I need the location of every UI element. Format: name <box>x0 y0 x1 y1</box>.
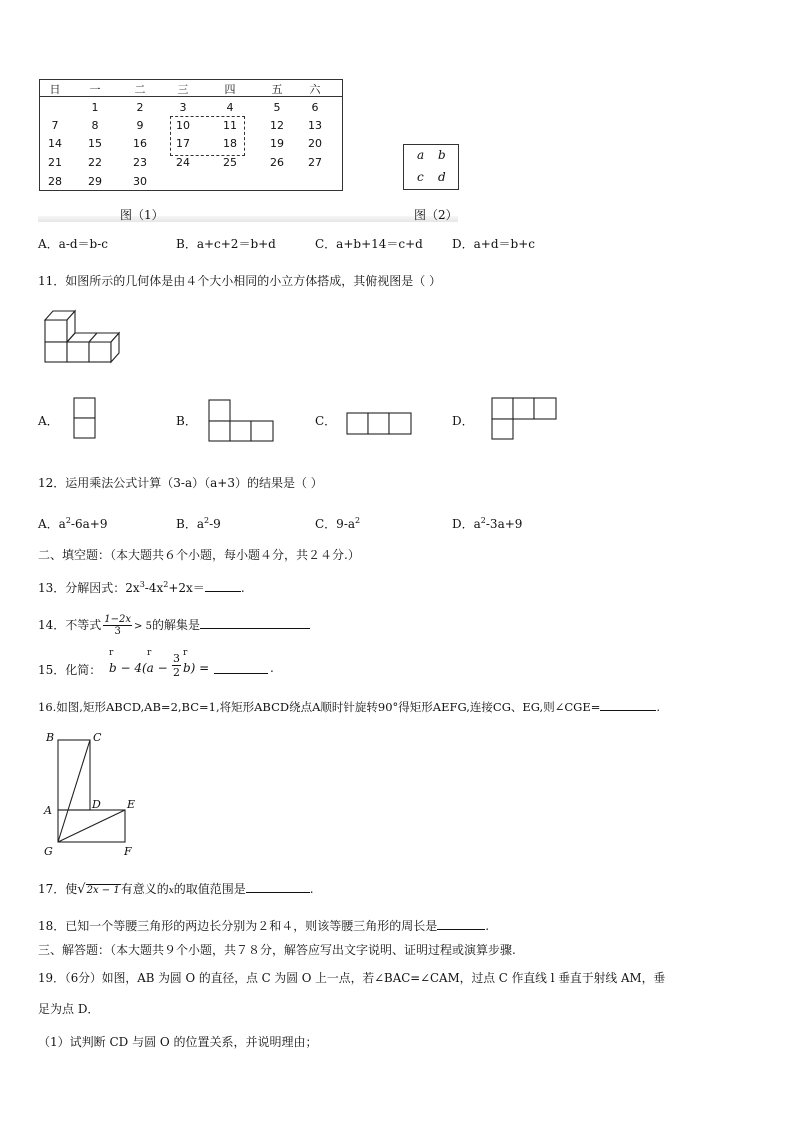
fig16-label-g: G <box>44 845 53 858</box>
q16-rectangle-figure <box>40 728 148 860</box>
calendar-day: 14 <box>48 137 62 150</box>
q11-option-a-label: A． <box>38 414 59 428</box>
q11-option-a-figure <box>73 397 97 441</box>
q11-option-c-figure <box>346 412 414 436</box>
q17-radicand: 2x − 1 <box>86 885 120 896</box>
calendar-day: 1 <box>91 101 99 114</box>
q11-option-c-label: C． <box>315 414 337 428</box>
section-2-heading: 二、填空题：（本大题共６个小题，每小题４分，共２４分.） <box>38 548 360 562</box>
q17-answer-blank[interactable] <box>246 880 310 893</box>
q11-cube-solid <box>42 306 126 364</box>
q11-question: 11．如图所示的几何体是由４个大小相同的小立方体搭成，其俯视图是（ ） <box>38 274 442 288</box>
calendar-day: 13 <box>308 119 322 132</box>
q15-period: . <box>270 661 274 675</box>
calendar-day: 24 <box>176 156 190 169</box>
calendar-dashed-selection <box>170 116 245 156</box>
calendar-day: 12 <box>270 119 284 132</box>
calendar-day: 11 <box>223 119 237 132</box>
calendar-day: 21 <box>48 156 62 169</box>
q16-answer-blank[interactable] <box>600 698 656 711</box>
q10-option-b: B．a+c+2＝b+d <box>176 237 276 251</box>
calendar-day: 16 <box>133 137 147 150</box>
calendar-day: 18 <box>223 137 237 150</box>
calendar-day: 28 <box>48 175 62 188</box>
calendar-weekday: 一 <box>89 83 101 96</box>
q15-vector-mark-a: r <box>147 648 152 658</box>
fig16-label-f: F <box>124 845 132 858</box>
figure-1-caption: 图（1） <box>120 208 164 222</box>
calendar-day: 3 <box>179 101 187 114</box>
q13-answer-blank[interactable] <box>205 579 241 592</box>
q19-line-2: 足为点 D． <box>38 1002 100 1016</box>
fig16-label-a: A <box>44 804 52 817</box>
calendar-day: 15 <box>88 137 102 150</box>
calendar-day: 10 <box>176 119 190 132</box>
calendar-weekday: 四 <box>224 83 236 96</box>
fig16-label-b: B <box>46 731 55 744</box>
letter-b: b <box>438 148 446 162</box>
q15-vector-mark-b: r <box>109 648 114 658</box>
q14-question: 14．不等式 $\frac{1-2x}{3}$ > 5的解集是 <box>38 614 310 637</box>
letter-a: a <box>417 148 425 162</box>
q12-question: 12．运用乘法公式计算（3-a）（a+3）的结果是（ ） <box>38 476 323 490</box>
calendar-day: 7 <box>51 119 59 132</box>
q19-line-1: 19．（6分）如图，AB 为圆 O 的直径，点 C 为圆 O 上一点，若∠BAC=∠CAM，过点 C 作直线 l 垂直于射线 AM，垂 <box>38 971 666 985</box>
figure-2-caption: 图（2） <box>414 208 458 222</box>
calendar-weekday: 二 <box>134 83 146 96</box>
calendar-weekday: 三 <box>177 83 189 96</box>
q12-option-d: D．$a^2-3a+9$ <box>452 516 523 531</box>
calendar-day: 29 <box>88 175 102 188</box>
calendar-day: 20 <box>308 137 322 150</box>
calendar-day: 4 <box>226 101 234 114</box>
q13-question: 13．分解因式：$2x^3-4x^2+2x=$ . <box>38 580 245 595</box>
figure-underline-strip <box>38 216 458 222</box>
q18-question: 18．已知一个等腰三角形的两边长分别为２和４，则该等腰三角形的周长是 . <box>38 919 490 933</box>
q11-option-b-label: B． <box>176 414 197 428</box>
calendar-day: 9 <box>136 119 144 132</box>
letter-c: c <box>417 170 424 184</box>
calendar-day: 19 <box>270 137 284 150</box>
calendar-weekday: 日 <box>49 83 61 96</box>
q15-label: 15．化简： <box>38 663 102 677</box>
q18-answer-blank[interactable] <box>437 917 485 930</box>
calendar-day: 6 <box>311 101 319 114</box>
calendar-day: 30 <box>133 175 147 188</box>
q11-option-d-figure <box>491 397 559 441</box>
fig16-label-d: D <box>92 798 101 811</box>
section-3-heading: 三、解答题：（本大题共９个小题，共７８分，解答应写出文字说明、证明过程或演算步骤. <box>38 943 516 957</box>
q10-option-a: A．a-d＝b-c <box>38 237 109 251</box>
q12-option-c: C．$9-a^2$ <box>315 516 361 531</box>
q11-option-d-label: D． <box>452 414 474 428</box>
q15-answer-blank[interactable] <box>214 673 268 674</box>
calendar-day: 23 <box>133 156 147 169</box>
fig16-label-c: C <box>93 731 102 744</box>
q15-vector-mark-b2: r <box>183 648 188 658</box>
calendar-day: 17 <box>176 137 190 150</box>
q10-option-d: D．a+d＝b+c <box>452 237 535 251</box>
calendar-day: 8 <box>91 119 99 132</box>
calendar-weekday: 六 <box>309 83 321 96</box>
calendar-day: 25 <box>223 156 237 169</box>
q15-fraction: $\frac{3}{2}$ <box>173 652 180 679</box>
q16-question: 16.如图,矩形ABCD,AB=2,BC=1,将矩形ABCD绕点A顺时针旋转90°得矩形AEFG,连接CG、EG,则∠CGE= . <box>38 700 661 714</box>
calendar-day: 5 <box>273 101 281 114</box>
abcd-box <box>403 144 459 190</box>
q15-expression-1: b − 4(a − <box>109 661 168 675</box>
calendar-day: 26 <box>270 156 284 169</box>
q12-option-a: A．$a^2-6a+9$ <box>38 516 108 531</box>
q19-subquestion-1: （1）试判断 CD 与圆 O 的位置关系，并说明理由； <box>38 1035 318 1049</box>
q15-expression-2: b) = <box>183 661 210 675</box>
q17-question: 17．使√2x − 1有意义的x的取值范围是 . <box>38 882 314 897</box>
fig16-label-e: E <box>127 798 136 811</box>
letter-d: d <box>438 170 446 184</box>
q14-fraction: $\frac{1-2x}{3}$ <box>104 614 132 637</box>
q12-option-b: B．$a^2-9$ <box>176 516 221 531</box>
q11-option-b-figure <box>208 399 276 443</box>
calendar-day: 27 <box>308 156 322 169</box>
calendar-day: 22 <box>88 156 102 169</box>
q10-option-c: C．a+b+14＝c+d <box>315 237 423 251</box>
q14-answer-blank[interactable] <box>200 616 310 629</box>
calendar-weekday: 五 <box>271 83 283 96</box>
calendar-day: 2 <box>136 101 144 114</box>
